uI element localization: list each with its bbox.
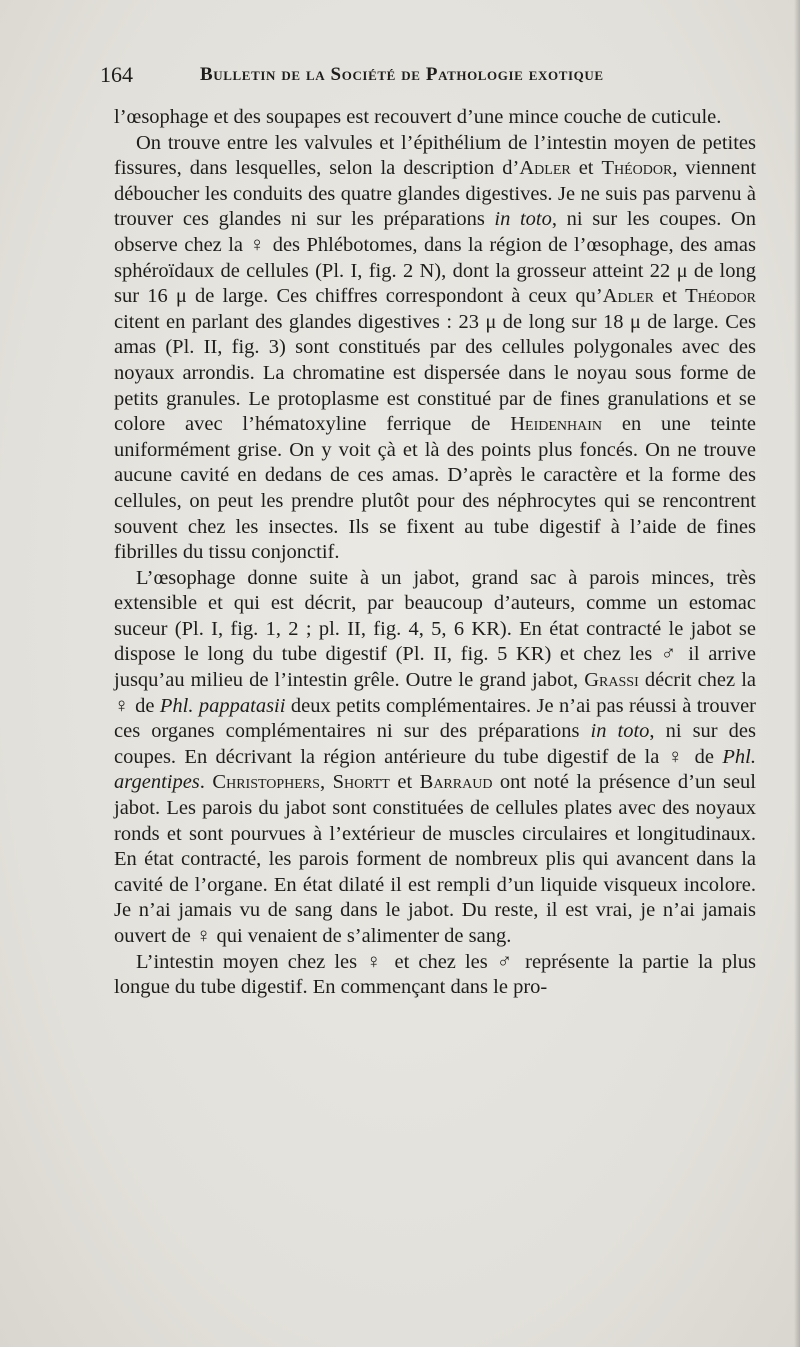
author-name: Adler bbox=[519, 157, 571, 180]
paragraph bbox=[114, 131, 756, 566]
text-run: citent en parlant des glandes digestives : 23 μ de long sur 18 μ de large. Ces amas (Pl. II, fig. 3) sont constitués par des cellules polygonales avec des noyaux arrondis. La chromatine est dispersée dans le noyau sous forme de petits granules. Le protoplasme est constitué par de fines granulations et se colore avec l’hématoxyline ferrique de bbox=[114, 310, 756, 436]
author-name: Barraud bbox=[419, 771, 493, 794]
text-run: , bbox=[319, 771, 333, 794]
author-name: Christophers bbox=[212, 771, 320, 794]
text-run: . bbox=[199, 771, 213, 794]
text-run: et bbox=[654, 285, 686, 308]
text-run: , ni sur des coupes. En décrivant la région antérieure du tube digestif de la ♀ de bbox=[114, 720, 757, 768]
author-name: Heidenhain bbox=[510, 413, 603, 436]
text-run: On trouve entre les valvules et l’épithélium de l’intestin moyen de petites fissures, dans lesquelles, selon la description d’ bbox=[114, 131, 756, 180]
italic-term: Phl. pappatasii bbox=[159, 694, 286, 717]
text-run: décrit chez la ♀ de bbox=[114, 669, 756, 717]
text-run: L’œsophage donne suite à un jabot, grand sac à parois minces, très extensible et qui est décrit, par beaucoup d’auteurs, comme un estomac suceur (Pl. I, fig. 1, 2 ; pl. II, fig. 4, 5, 6 KR). En état contracté le jabot se dispose le long du tube digestif (Pl. II, fig. 5 KR) et chez les ♂ il arrive jusqu’au milieu de l’intestin grêle. Outre le grand jabot, bbox=[114, 566, 756, 692]
page-header bbox=[100, 62, 680, 92]
author-name: Adler bbox=[602, 285, 655, 308]
text-run: et bbox=[570, 157, 602, 180]
author-name: Théodor bbox=[601, 157, 673, 180]
page-number: 164 bbox=[100, 62, 133, 87]
author-name: Théodor bbox=[685, 285, 757, 308]
text-run: L’intestin moyen chez les ♀ et chez les ♂ représente la partie la plus longue du tube digestif. En commençant dans le pro- bbox=[114, 950, 756, 999]
text-run: ont noté la présence d’un seul jabot. Les parois du jabot sont constituées de cellules plates avec des noyaux ronds et sont pourvues à l’extérieur de muscles circulaires et longitudinaux. En état contracté, les parois forment de nombreux plis qui avancent dans la cavité de l’organe. En état dilaté il est rempli d’un liquide visqueux incolore. Je n’ai jamais vu de sang dans le jabot. Du reste, il est vrai, je n’ai jamais ouvert de ♀ qui venaient de s’alimenter de sang. bbox=[114, 771, 757, 947]
paragraph bbox=[114, 105, 756, 131]
text-run: l’œsophage et des soupapes est recouvert d’une mince couche de cuticule. bbox=[114, 106, 722, 128]
text-run: deux petits complémentaires. Je n’ai pas réussi à trouver ces organes complémentaires ni sur des préparations bbox=[114, 694, 756, 743]
author-name: Shortt bbox=[332, 771, 390, 794]
text-run: et bbox=[389, 771, 420, 794]
paragraph bbox=[114, 566, 756, 950]
italic-term: in toto bbox=[494, 208, 552, 231]
text-run: , viennent déboucher les conduits des quatre glandes digestives. Je ne suis pas parvenu à trouver ces glandes ni sur les préparations bbox=[114, 157, 757, 231]
paragraph bbox=[114, 950, 756, 1001]
text-run: , ni sur les coupes. On observe chez la ♀ des Phlébotomes, dans la région de l’œsophage, des amas sphéroïdaux de cellules (Pl. I, fig. 2 N), dont la grosseur atteint 22 μ de long sur 16 μ de large. Ces chiffres correspondont à ceux qu’ bbox=[114, 208, 756, 308]
author-name: Grassi bbox=[584, 669, 639, 692]
italic-term: Phl. argentipes bbox=[114, 745, 756, 794]
text-run: en une teinte uniformément grise. On y voit çà et là des points plus foncés. On ne trouve aucune cavité en dedans de ces amas. D’après le caractère et la forme des cellules, on peut les prendre plutôt pour des néphrocytes qui se rencontrent souvent chez les insectes. Ils se fixent au tube digestif à l’aide de fines fibrilles du tissu conjonctif. bbox=[114, 413, 756, 564]
running-title: Bulletin de la Société de Pathologie exotique bbox=[200, 64, 604, 85]
italic-term: in toto bbox=[590, 720, 650, 743]
body-text bbox=[114, 105, 756, 1001]
